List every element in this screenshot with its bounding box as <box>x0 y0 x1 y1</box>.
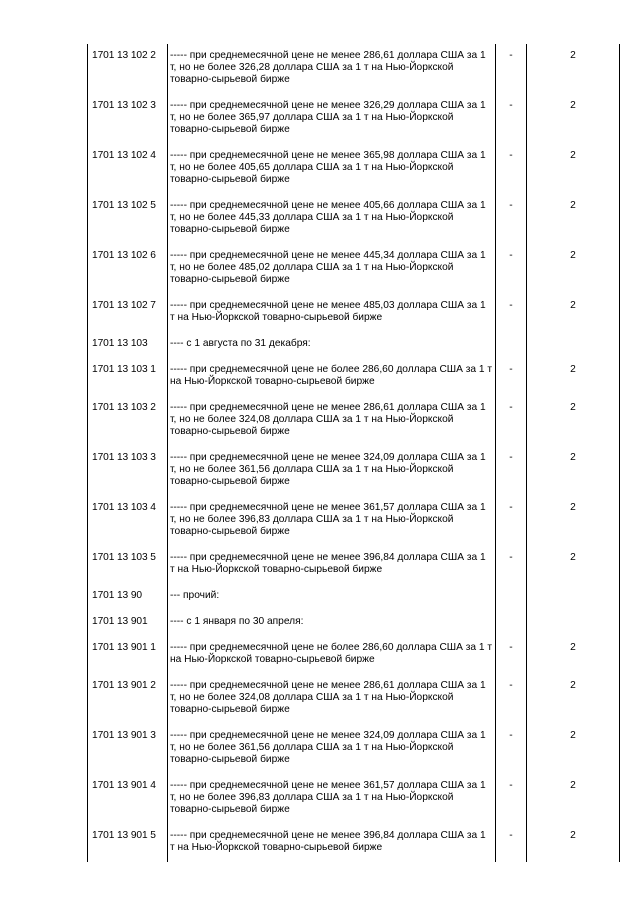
table-row <box>88 144 620 194</box>
unit-cell: - <box>496 546 527 584</box>
description-cell: --- прочий: <box>168 584 496 610</box>
unit-cell: - <box>496 774 527 824</box>
duty-rate-cell: 2 <box>527 194 620 244</box>
tariff-table-body <box>88 44 620 862</box>
tariff-code-cell: 1701 13 103 4 <box>88 496 168 546</box>
tariff-code-cell: 1701 13 901 2 <box>88 674 168 724</box>
unit-cell: - <box>496 244 527 294</box>
table-row <box>88 724 620 774</box>
tariff-code-cell: 1701 13 102 4 <box>88 144 168 194</box>
duty-rate-cell: 2 <box>527 44 620 94</box>
duty-rate-cell: 2 <box>527 674 620 724</box>
duty-rate-cell: 2 <box>527 724 620 774</box>
duty-rate-cell: 2 <box>527 824 620 862</box>
unit-cell <box>496 584 527 610</box>
unit-cell: - <box>496 44 527 94</box>
tariff-code-cell: 1701 13 901 3 <box>88 724 168 774</box>
description-cell: ----- при среднемесячной цене не менее 286,61 доллара США за 1 т, но не более 326,28 доллара США за 1 т на Нью-Йоркской товарно-сырьевой бирже <box>168 44 496 94</box>
duty-rate-cell: 2 <box>527 446 620 496</box>
tariff-table <box>87 44 620 862</box>
duty-rate-cell: 2 <box>527 774 620 824</box>
tariff-code-cell: 1701 13 102 2 <box>88 44 168 94</box>
table-row <box>88 44 620 94</box>
unit-cell: - <box>496 674 527 724</box>
table-row <box>88 774 620 824</box>
unit-cell <box>496 610 527 636</box>
duty-rate-cell: 2 <box>527 496 620 546</box>
tariff-code-cell: 1701 13 102 5 <box>88 194 168 244</box>
unit-cell <box>496 332 527 358</box>
table-row <box>88 610 620 636</box>
duty-rate-cell: 2 <box>527 94 620 144</box>
description-cell: ----- при среднемесячной цене не более 286,60 доллара США за 1 т на Нью-Йоркской товарно-сырьевой бирже <box>168 358 496 396</box>
unit-cell: - <box>496 496 527 546</box>
tariff-code-cell: 1701 13 102 6 <box>88 244 168 294</box>
description-cell: ----- при среднемесячной цене не менее 324,09 доллара США за 1 т, но не более 361,56 доллара США за 1 т на Нью-Йоркской товарно-сырьевой бирже <box>168 724 496 774</box>
tariff-code-cell: 1701 13 103 5 <box>88 546 168 584</box>
unit-cell: - <box>496 636 527 674</box>
tariff-code-cell: 1701 13 901 1 <box>88 636 168 674</box>
tariff-code-cell: 1701 13 103 <box>88 332 168 358</box>
duty-rate-cell <box>527 610 620 636</box>
tariff-code-cell: 1701 13 901 <box>88 610 168 636</box>
description-cell: ----- при среднемесячной цене не менее 485,03 доллара США за 1 т на Нью-Йоркской товарно-сырьевой бирже <box>168 294 496 332</box>
table-row <box>88 584 620 610</box>
table-row <box>88 636 620 674</box>
table-row <box>88 396 620 446</box>
description-cell: ----- при среднемесячной цене не более 286,60 доллара США за 1 т на Нью-Йоркской товарно-сырьевой бирже <box>168 636 496 674</box>
tariff-code-cell: 1701 13 103 1 <box>88 358 168 396</box>
unit-cell: - <box>496 294 527 332</box>
unit-cell: - <box>496 144 527 194</box>
table-row <box>88 358 620 396</box>
table-row <box>88 674 620 724</box>
tariff-code-cell: 1701 13 103 3 <box>88 446 168 496</box>
duty-rate-cell: 2 <box>527 396 620 446</box>
unit-cell: - <box>496 724 527 774</box>
description-cell: ---- с 1 января по 30 апреля: <box>168 610 496 636</box>
table-row <box>88 546 620 584</box>
description-cell: ----- при среднемесячной цене не менее 396,84 доллара США за 1 т на Нью-Йоркской товарно-сырьевой бирже <box>168 824 496 862</box>
duty-rate-cell <box>527 584 620 610</box>
description-cell: ----- при среднемесячной цене не менее 324,09 доллара США за 1 т, но не более 361,56 доллара США за 1 т на Нью-Йоркской товарно-сырьевой бирже <box>168 446 496 496</box>
duty-rate-cell <box>527 332 620 358</box>
tariff-code-cell: 1701 13 901 5 <box>88 824 168 862</box>
duty-rate-cell: 2 <box>527 636 620 674</box>
table-row <box>88 94 620 144</box>
tariff-code-cell: 1701 13 901 4 <box>88 774 168 824</box>
tariff-code-cell: 1701 13 102 3 <box>88 94 168 144</box>
description-cell: ----- при среднемесячной цене не менее 286,61 доллара США за 1 т, но не более 324,08 доллара США за 1 т на Нью-Йоркской товарно-сырьевой бирже <box>168 396 496 446</box>
description-cell: ----- при среднемесячной цене не менее 361,57 доллара США за 1 т, но не более 396,83 доллара США за 1 т на Нью-Йоркской товарно-сырьевой бирже <box>168 774 496 824</box>
tariff-code-cell: 1701 13 103 2 <box>88 396 168 446</box>
duty-rate-cell: 2 <box>527 144 620 194</box>
table-row <box>88 194 620 244</box>
duty-rate-cell: 2 <box>527 294 620 332</box>
duty-rate-cell: 2 <box>527 358 620 396</box>
table-row <box>88 496 620 546</box>
unit-cell: - <box>496 824 527 862</box>
description-cell: ----- при среднемесячной цене не менее 326,29 доллара США за 1 т, но не более 365,97 доллара США за 1 т на Нью-Йоркской товарно-сырьевой бирже <box>168 94 496 144</box>
unit-cell: - <box>496 194 527 244</box>
description-cell: ----- при среднемесячной цене не менее 396,84 доллара США за 1 т на Нью-Йоркской товарно-сырьевой бирже <box>168 546 496 584</box>
description-cell: ----- при среднемесячной цене не менее 286,61 доллара США за 1 т, но не более 324,08 доллара США за 1 т на Нью-Йоркской товарно-сырьевой бирже <box>168 674 496 724</box>
duty-rate-cell: 2 <box>527 546 620 584</box>
description-cell: ----- при среднемесячной цене не менее 405,66 доллара США за 1 т, но не более 445,33 доллара США за 1 т на Нью-Йоркской товарно-сырьевой бирже <box>168 194 496 244</box>
duty-rate-cell: 2 <box>527 244 620 294</box>
description-cell: ----- при среднемесячной цене не менее 365,98 доллара США за 1 т, но не более 405,65 доллара США за 1 т на Нью-Йоркской товарно-сырьевой бирже <box>168 144 496 194</box>
table-row <box>88 824 620 862</box>
tariff-code-cell: 1701 13 102 7 <box>88 294 168 332</box>
table-row <box>88 332 620 358</box>
description-cell: ---- с 1 августа по 31 декабря: <box>168 332 496 358</box>
description-cell: ----- при среднемесячной цене не менее 445,34 доллара США за 1 т, но не более 485,02 доллара США за 1 т на Нью-Йоркской товарно-сырьевой бирже <box>168 244 496 294</box>
table-row <box>88 294 620 332</box>
unit-cell: - <box>496 358 527 396</box>
table-row <box>88 244 620 294</box>
table-row <box>88 446 620 496</box>
unit-cell: - <box>496 446 527 496</box>
description-cell: ----- при среднемесячной цене не менее 361,57 доллара США за 1 т, но не более 396,83 доллара США за 1 т на Нью-Йоркской товарно-сырьевой бирже <box>168 496 496 546</box>
unit-cell: - <box>496 396 527 446</box>
unit-cell: - <box>496 94 527 144</box>
tariff-code-cell: 1701 13 90 <box>88 584 168 610</box>
